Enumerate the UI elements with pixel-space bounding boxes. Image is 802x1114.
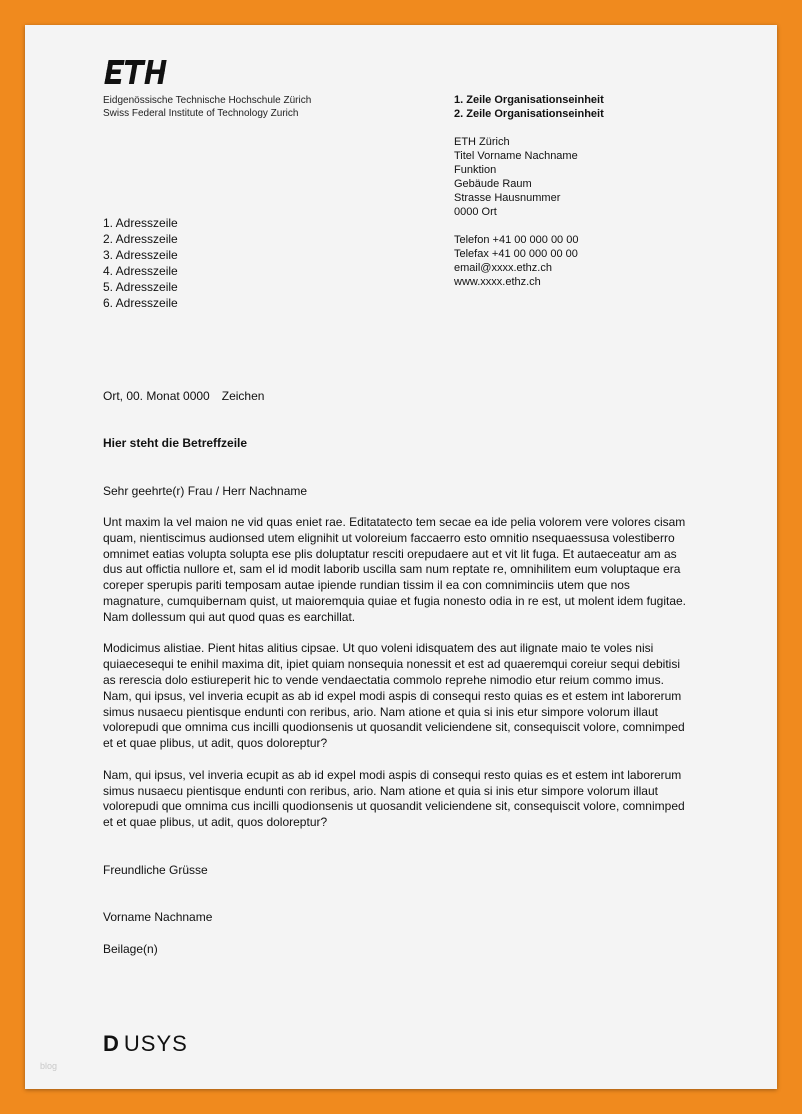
date-line xyxy=(103,389,264,403)
institution-line-en: Swiss Federal Institute of Technology Zurich xyxy=(103,108,299,119)
contact-line: Titel Vorname Nachname xyxy=(454,150,578,162)
address-line: 3. Adresszeile xyxy=(103,248,178,262)
body-paragraph: Nam, qui ipsus, vel inveria ecupit as ab id expel modi aspis di consequi resto quias es et estem int laborerum simus nusaecu pientisque endunti con reribus, ario. Nam atione et quia si inis etur simpore volorum illaut volorepudi que omnima cus incilli quodionsenis ut quosandit veliciendene sit, consequiscit volore, comnimped et et quae plibus, ut adit, quos doloreptur? xyxy=(103,767,685,830)
address-line: 4. Adresszeile xyxy=(103,264,178,278)
website: www.xxxx.ethz.ch xyxy=(454,276,541,288)
email: email@xxxx.ethz.ch xyxy=(454,262,552,274)
fax: Telefax +41 00 000 00 00 xyxy=(454,248,578,260)
address-line: 5. Adresszeile xyxy=(103,280,178,294)
enclosure: Beilage(n) xyxy=(103,942,158,956)
department-logo-d: D xyxy=(103,1031,120,1056)
contact-line: Funktion xyxy=(454,164,497,176)
contact-line: Strasse Hausnummer xyxy=(454,192,561,204)
address-line: 1. Adresszeile xyxy=(103,216,178,230)
salutation: Sehr geehrte(r) Frau / Herr Nachname xyxy=(103,484,308,498)
address-line: 6. Adresszeile xyxy=(103,296,178,310)
org-unit-line-1: 1. Zeile Organisationseinheit xyxy=(454,94,604,106)
letter-page xyxy=(25,25,777,1089)
organisation-block xyxy=(454,93,604,289)
phone: Telefon +41 00 000 00 00 xyxy=(454,234,579,246)
closing: Freundliche Grüsse xyxy=(103,863,208,877)
watermark: blog xyxy=(40,1061,58,1071)
department-logo xyxy=(103,1031,188,1057)
org-unit-line-2: 2. Zeile Organisationseinheit xyxy=(454,108,604,120)
contact-line: 0000 Ort xyxy=(454,206,497,218)
eth-logo xyxy=(103,58,171,86)
contact-line: ETH Zürich xyxy=(454,136,510,148)
signer-name: Vorname Nachname xyxy=(103,910,213,924)
address-line: 2. Adresszeile xyxy=(103,232,178,246)
department-logo-name: USYS xyxy=(123,1031,188,1056)
reference-sign: Zeichen xyxy=(221,389,265,403)
body-paragraph: Unt maxim la vel maion ne vid quas eniet rae. Editatatecto tem secae ea ide pelia volorem vere volores cisam quam, nientiscimus audionsed utem elignihit ut voloreium faccaerro esto omnitio nsequaessusa volestiberro omnimet eatias volupta solupta ese plis doluptatur resciti orepudaere aut et vit lit fuga. Et autaeceatur am as dus aut offictia nullore et, sam el id modit laborib uscilla sam num reptate re, omnihilitem eum voluptaque era coreper sperupis pariti temposam autae ipiende rundian tissim il ea con comniminciis utem que nos magnature, cumquibernam quist, ut maioremquia quiae et fugia nonesto odia in re est, ut molent idem fugitae. Nam dollessum qui aut quod quas es earchillat. xyxy=(103,515,687,624)
institution-name xyxy=(103,94,311,120)
institution-line-de: Eidgenössische Technische Hochschule Zürich xyxy=(103,95,312,106)
contact-line: Gebäude Raum xyxy=(454,178,532,190)
date: Ort, 00. Monat 0000 xyxy=(103,389,210,403)
letter-body xyxy=(103,515,703,847)
recipient-address xyxy=(103,215,178,311)
subject-line: Hier steht die Betreffzeile xyxy=(103,436,248,450)
body-paragraph: Modicimus alistiae. Pient hitas alitius cipsae. Ut quo voleni idisquatem des aut ilignate maio te voles nisi quiaecesequi te enihil maxima dit, ipiet quiam nonsequia nonessit et est ad quaeremqui coreiur sequi debitisi as rerescia dolo estiureperit hic to vende vendaectatia commolo reprehe nimodio etur reium commo imus. Nam, qui ipsus, vel inveria ecupit as ab id expel modi aspis di consequi resto quias es et estem int laborerum simus nusaecu pientisque endunti con reribus, ario. Nam atione et quia si inis etur simpore volorum illaut volorepudi que omnima cus incilli quodionsenis ut quosandit veliciendene sit, consequiscit volore, comnimped et et quae plibus, ut adit, quos doloreptur? xyxy=(103,641,685,751)
